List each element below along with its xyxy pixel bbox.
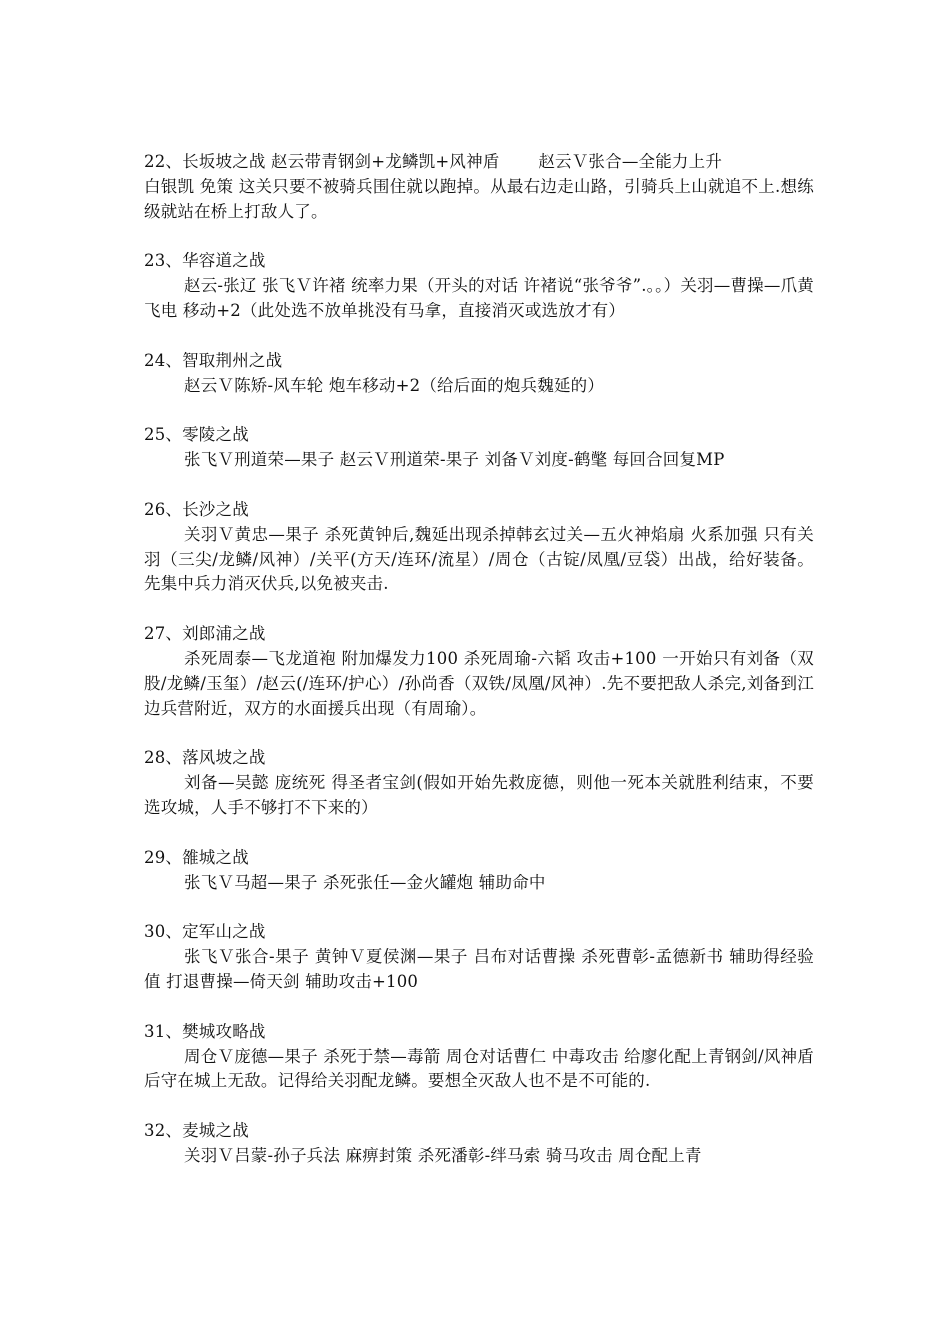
section-body: 周仓Ｖ庞德—果子 杀死于禁—毒箭 周仓对话曹仁 中毒攻击 给廖化配上青钢剑/风神盾后守在城上无敌。记得给关羽配龙鳞。要想全灭敌人也不是不可能的.: [144, 1046, 814, 1091]
section-body: 张飞Ｖ张合-果子 黄钟Ｖ夏侯渊—果子 吕布对话曹操 杀死曹彰-孟德新书 辅助得经验值 打退曹操—倚天剑 辅助攻击+100: [144, 947, 814, 991]
section-body: 关羽Ｖ黄忠—果子 杀死黄钟后,魏延出现杀掉韩玄过关—五火神焰扇 火系加强 只有关羽（三尖/龙鳞/风神）/关平(方天/连环/流星）/周仓（古锭/凤凰/豆袋）出战，给好装备。先集中兵力消灭伏兵,以免被夹击.: [144, 524, 814, 594]
walkthrough-section-30: [144, 920, 814, 994]
section-body: 关羽Ｖ吕蒙-孙子兵法 麻痹封策 杀死潘彰-绊马索 骑马攻击 周仓配上青: [184, 1145, 702, 1165]
section-heading: 32、麦城之战: [144, 1121, 249, 1141]
section-body: 刘备—吴懿 庞统死 得圣者宝剑(假如开始先救庞德，则他一死本关就胜利结束，不要选攻城，人手不够打不下来的）: [144, 773, 814, 817]
walkthrough-section-25: [144, 423, 814, 473]
walkthrough-section-22: [144, 150, 814, 224]
section-heading: 31、樊城攻略战: [144, 1021, 266, 1041]
section-body: 赵云-张辽 张飞Ｖ许褚 统率力果（开头的对话 许褚说“张爷爷”.。。）关羽—曹操—爪黄飞电 移动+2（此处选不放单挑没有马拿，直接消灭或选放才有）: [144, 276, 814, 320]
section-heading: 26、长沙之战: [144, 499, 249, 519]
document-page: [144, 150, 814, 1194]
section-heading: 23、华容道之战: [144, 251, 266, 271]
section-body: 张飞Ｖ刑道荣—果子 赵云Ｖ刑道荣-果子 刘备Ｖ刘度-鹤氅 每回合回复MP: [184, 450, 725, 470]
section-body: 张飞Ｖ马超—果子 杀死张任—金火罐炮 辅助命中: [184, 872, 546, 892]
section-body: 赵云Ｖ陈矫-风车轮 炮车移动+2（给后面的炮兵魏延的）: [184, 375, 605, 395]
walkthrough-section-29: [144, 846, 814, 896]
section-heading: 27、刘郎浦之战: [144, 624, 266, 644]
walkthrough-section-27: [144, 622, 814, 721]
section-heading: 25、零陵之战: [144, 425, 249, 445]
walkthrough-section-23: [144, 249, 814, 323]
walkthrough-section-31: [144, 1020, 814, 1094]
section-body: 白银凯 免策 这关只要不被骑兵围住就以跑掉。从最右边走山路，引骑兵上山就追不上.想练级就站在桥上打敌人了。: [144, 176, 814, 221]
section-heading: 28、落风坡之战: [144, 748, 266, 768]
section-heading: 29、雒城之战: [144, 847, 249, 867]
section-body: 杀死周泰—飞龙道袍 附加爆发力100 杀死周瑜-六韬 攻击+100 一开始只有刘备（双股/龙鳞/玉玺）/赵云(/连环/护心）/孙尚香（双铁/凤凰/风神）.先不要把敌人杀完,刘备到江边兵营附近，双方的水面援兵出现（有周瑜）。: [144, 648, 814, 718]
walkthrough-section-28: [144, 746, 814, 820]
section-heading: 24、智取荆州之战: [144, 350, 283, 370]
walkthrough-section-26: [144, 498, 814, 597]
section-heading: 22、长坂坡之战 赵云带青钢剑+龙鳞凯+风神盾 赵云Ｖ张合—全能力上升: [144, 152, 723, 171]
section-heading: 30、定军山之战: [144, 922, 266, 942]
walkthrough-section-24: [144, 349, 814, 399]
walkthrough-section-32: [144, 1119, 814, 1169]
